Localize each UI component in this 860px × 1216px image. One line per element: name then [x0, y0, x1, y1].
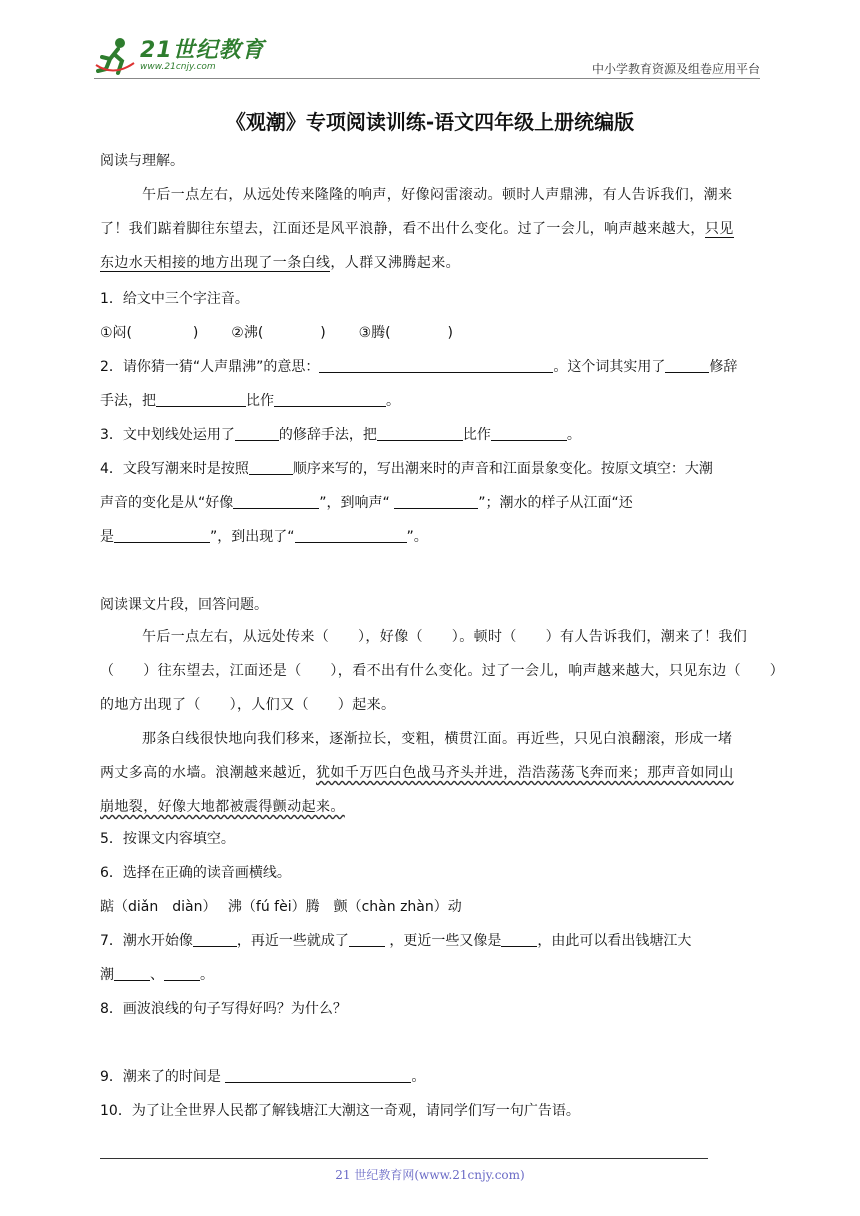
q3-text-c: 比作	[462, 427, 491, 443]
paren-close-2: )	[320, 325, 326, 341]
passage2-line5-text: 两丈多高的水墙。浪潮越来越近，	[100, 765, 316, 781]
question-7-line1	[100, 930, 691, 950]
q2-text-c: 修辞	[709, 359, 738, 375]
answer-blank[interactable]	[319, 358, 553, 373]
answer-blank[interactable]	[235, 426, 279, 441]
passage1-line3	[100, 252, 460, 272]
passage2-line5	[100, 762, 734, 782]
answer-blank[interactable]	[193, 932, 237, 947]
question-10: 10．为了让全世界人民都了解钱塘江大潮这一奇观，请同学们写一句广告语。	[100, 1103, 580, 1119]
q3-text-b: 的修辞手法，把	[278, 427, 377, 443]
section1-heading: 阅读与理解。	[100, 153, 184, 169]
passage1-line2-text: 了！我们踮着脚往东望去，江面还是风平浪静，看不出什么变化。过了一会儿，响声越来越大，	[100, 221, 705, 237]
wavy-underlined-sentence: 犹如千万匹白色战马齐头并进，浩浩荡荡飞奔而来；那声音如同山	[316, 765, 734, 781]
q4-text-f: 是	[100, 529, 114, 545]
passage1-line1: 午后一点左右，从远处传来隆隆的响声，好像闷雷滚动。顿时人声鼎沸，有人告诉我们，潮来	[142, 187, 733, 203]
q7-text-b: ，再近一些就成了	[236, 933, 349, 949]
answer-blank[interactable]	[249, 460, 293, 475]
footer-divider	[100, 1158, 708, 1159]
q2-text-d: 手法，把	[100, 393, 156, 409]
q2-text-f: 。	[386, 393, 400, 409]
q9-text-a: 9．潮来了的时间是	[100, 1069, 226, 1085]
answer-blank[interactable]	[156, 392, 246, 407]
q2-text-a: 2．请你猜一猜“人声鼎沸”的意思：	[100, 359, 320, 375]
question-4-line2	[100, 492, 633, 512]
answer-blank[interactable]	[491, 426, 567, 441]
q4-text-a: 4．文段写潮来时是按照	[100, 461, 249, 477]
page-title: 《观潮》专项阅读训练-语文四年级上册统编版	[225, 110, 635, 134]
q7-text-e: 潮	[100, 967, 114, 983]
answer-blank[interactable]	[295, 528, 407, 543]
question-9	[100, 1066, 425, 1086]
q4-text-g: ”，到出现了“	[210, 529, 295, 545]
header-divider	[94, 78, 760, 79]
section2-heading: 阅读课文片段，回答问题。	[100, 597, 268, 613]
question-2-line2	[100, 390, 400, 410]
answer-blank[interactable]	[377, 426, 463, 441]
underlined-phrase: 东边水天相接的地方出现了一条白线	[100, 255, 331, 271]
passage2-line2: （ ）往东望去，江面还是（ ），看不出有什么变化。过了一会儿，响声越来越大，只见东边（ ）	[100, 663, 785, 679]
answer-blank[interactable]	[164, 966, 200, 981]
q7-text-c: ，更近一些又像是	[384, 933, 502, 949]
question-6: 6．选择在正确的读音画横线。	[100, 865, 291, 881]
site-logo[interactable]	[94, 34, 265, 78]
question-4-line1	[100, 458, 713, 478]
pinyin-item-men: ①闷(	[100, 325, 133, 341]
q3-text-a: 3．文中划线处运用了	[100, 427, 235, 443]
footer-link[interactable]: 21 世纪教育网(www.21cnjy.com)	[335, 1168, 525, 1182]
passage2-line3: 的地方出现了（ ），人们又（ ）起来。	[100, 697, 396, 713]
question-5: 5．按课文内容填空。	[100, 831, 235, 847]
wavy-underlined-sentence-end: 崩地裂，好像大地都被震得颤动起来。	[100, 799, 345, 815]
q2-text-e: 比作	[246, 393, 274, 409]
passage2-line1: 午后一点左右，从远处传来（ ），好像（ ）。顿时（ ）有人告诉我们，潮来了！我们	[142, 629, 748, 645]
question-4-line3	[100, 526, 428, 546]
q4-text-h: ”。	[406, 529, 428, 545]
runner-logo-icon	[94, 35, 136, 77]
question-3	[100, 424, 581, 444]
answer-blank[interactable]	[274, 392, 386, 407]
pinyin-item-fei: ②沸(	[231, 325, 264, 341]
q7-text-g: 。	[200, 967, 214, 983]
paren-close-3: )	[447, 325, 453, 341]
logo-title: 21世纪教育	[140, 37, 265, 63]
q4-text-d: ”，到响声“	[319, 495, 395, 511]
question-6-items[interactable]: 踮（diǎn diàn） 沸（fú fèi）腾 颤（chàn zhàn）动	[100, 899, 462, 915]
q3-text-d: 。	[566, 427, 581, 443]
question-1-items	[100, 322, 453, 342]
underlined-phrase-start: 只见	[704, 221, 734, 237]
passage1-line3-text: ，人群又沸腾起来。	[330, 255, 461, 271]
q7-text-f: 、	[150, 967, 164, 983]
answer-blank[interactable]	[501, 932, 537, 947]
q7-text-a: 7．潮水开始像	[100, 933, 193, 949]
page-header	[94, 34, 760, 78]
question-7-line2	[100, 964, 214, 984]
question-2-line1	[100, 356, 737, 376]
q9-text-b: 。	[411, 1069, 426, 1085]
answer-blank[interactable]	[233, 494, 319, 509]
paren-close-1: )	[192, 325, 199, 341]
answer-blank[interactable]	[349, 932, 385, 947]
answer-blank[interactable]	[114, 966, 150, 981]
pinyin-item-teng: ③腾(	[358, 325, 391, 341]
logo-url: www.21cnjy.com	[140, 61, 216, 72]
passage1-line2	[100, 218, 734, 238]
answer-blank[interactable]	[114, 528, 210, 543]
q2-text-b: 。这个词其实用了	[553, 359, 666, 375]
q4-text-b: 顺序来写的，写出潮来时的声音和江面景象变化。按原文填空：大潮	[292, 461, 713, 477]
q4-text-e: ”；潮水的样子从江面“还	[478, 495, 633, 511]
answer-blank[interactable]	[225, 1068, 411, 1083]
passage2-line4: 那条白线很快地向我们移来，逐渐拉长，变粗，横贯江面。再近些，只见白浪翻滚，形成一堵	[142, 731, 733, 747]
platform-name: 中小学教育资源及组卷应用平台	[591, 62, 760, 76]
answer-blank[interactable]	[394, 494, 478, 509]
answer-blank[interactable]	[665, 358, 709, 373]
q4-text-c: 声音的变化是从“好像	[100, 495, 234, 511]
question-1: 1．给文中三个字注音。	[100, 291, 249, 307]
passage2-line6	[100, 796, 345, 816]
q7-text-d: ，由此可以看出钱塘江大	[537, 933, 692, 949]
question-8: 8．画波浪线的句子写得好吗？为什么？	[100, 1001, 347, 1017]
